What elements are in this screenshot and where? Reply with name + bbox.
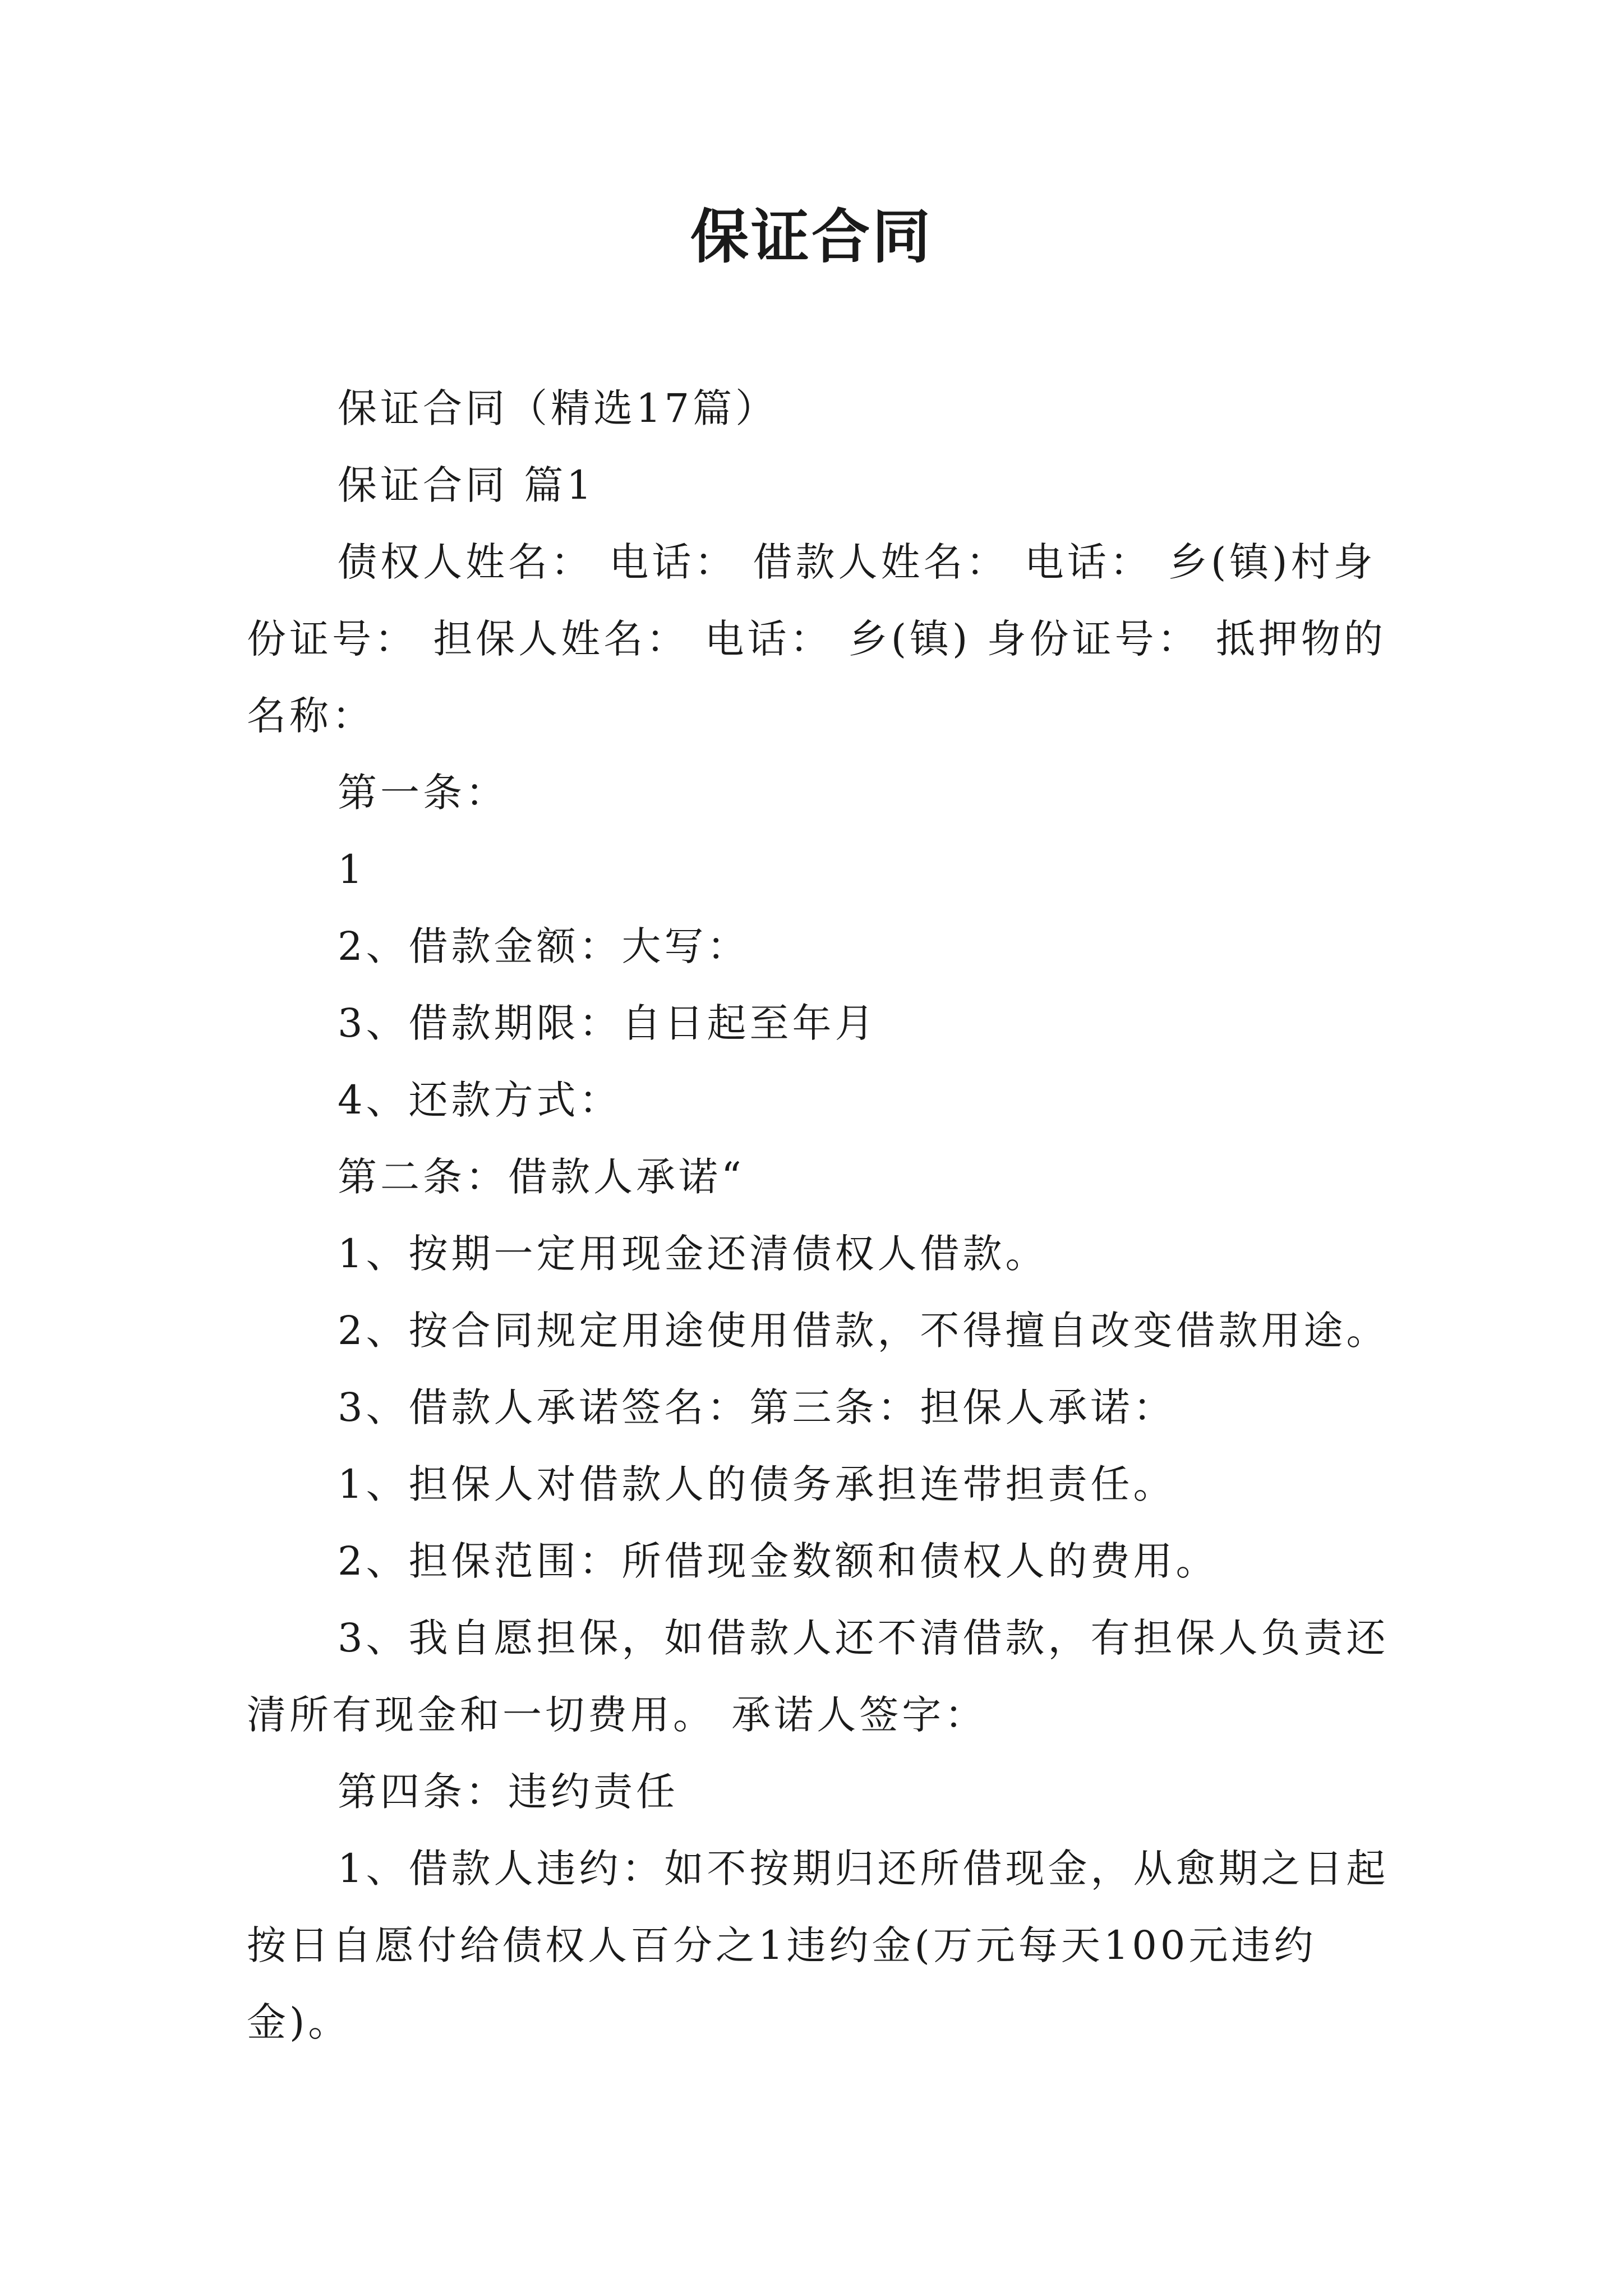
paragraph-article-2: 第二条：借款人承诺“ <box>338 1154 745 1200</box>
paragraph-section-heading: 保证合同 篇1 <box>338 462 595 508</box>
paragraph-guarantor-promise-3: 3、我自愿担保，如借款人还不清借款，有担保人负责还清所有现金和一切费用。 承诺人签字： <box>247 1615 1389 1738</box>
paragraph-repayment-method: 4、还款方式： <box>338 1077 622 1123</box>
paragraph-guarantor-promise-2: 2、担保范围：所借现金数额和债权人的费用。 <box>338 1538 1219 1584</box>
paragraph-article-1: 第一条： <box>338 770 508 816</box>
paragraph-guarantor-promise-1: 1、担保人对借款人的债务承担连带担责任。 <box>338 1461 1176 1507</box>
paragraph-item-1: 1 <box>338 846 366 892</box>
paragraph-borrower-promise-2: 2、按合同规定用途使用借款，不得擅自改变借款用途。 <box>338 1308 1389 1354</box>
page-title: 保证合同 <box>690 202 933 271</box>
paragraph-breach-clause-1: 1、借款人违约：如不按期归还所借现金，从愈期之日起按日自愿付给债权人百分之1违约金(万元每天100元违约金)。 <box>247 1846 1389 2045</box>
paragraph-parties-info: 债权人姓名： 电话： 借款人姓名： 电话： 乡(镇)村身份证号： 担保人姓名： 电话： 乡(镇) 身份证号： 抵押物的名称： <box>247 539 1386 739</box>
paragraph-article-4: 第四条：违约责任 <box>338 1769 679 1815</box>
paragraph-collection-title: 保证合同（精选17篇） <box>338 385 778 431</box>
document-body <box>247 370 1391 2061</box>
paragraph-borrower-signature: 3、借款人承诺签名：第三条：担保人承诺： <box>338 1384 1176 1430</box>
paragraph-loan-amount: 2、借款金额：大写： <box>338 923 750 969</box>
paragraph-loan-term: 3、借款期限：自日起至年月 <box>338 1000 878 1046</box>
paragraph-borrower-promise-1: 1、按期一定用现金还清债权人借款。 <box>338 1231 1048 1277</box>
